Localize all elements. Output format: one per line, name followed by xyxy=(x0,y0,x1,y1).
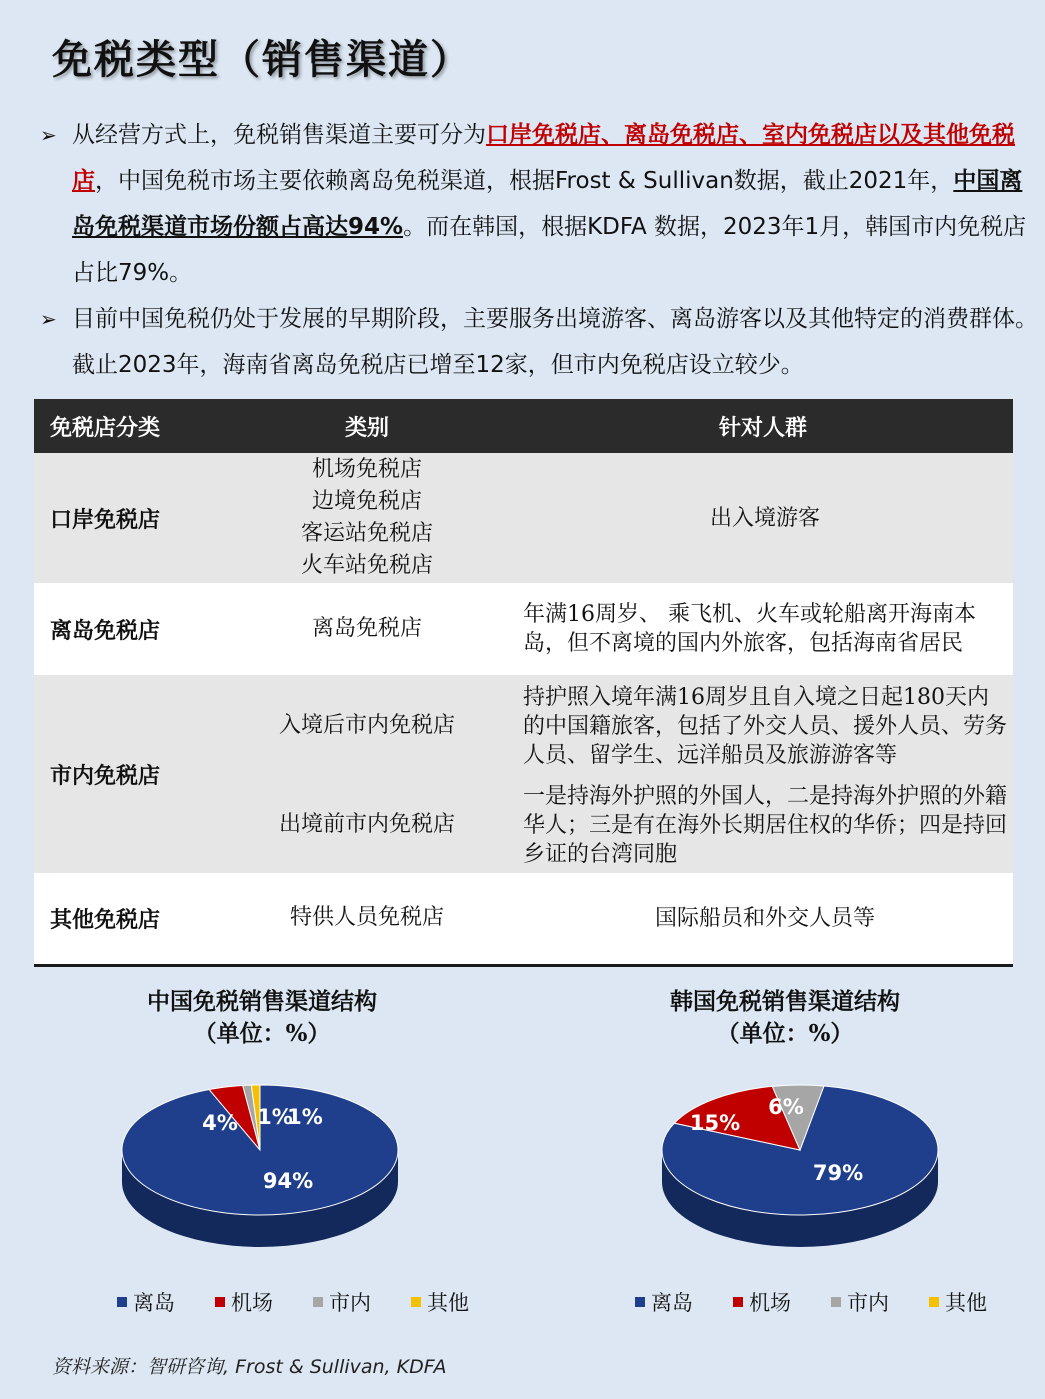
row-target: 年满16周岁、 乘飞机、火车或轮船离开海南本岛，但不离境的国内外旅客，包括海南省居民 xyxy=(513,583,1013,675)
row-target: 出入境游客 xyxy=(513,453,1013,583)
bullet-list xyxy=(40,112,1040,388)
legend-swatch xyxy=(215,1297,225,1307)
table-header-target: 针对人群 xyxy=(513,399,1013,453)
bullet-1-text-a: 从经营方式上，免税销售渠道主要可分为 xyxy=(72,122,486,148)
table-row xyxy=(34,675,1013,777)
row-types xyxy=(221,453,513,583)
korea-pie-chart xyxy=(620,1060,960,1260)
china-chart-subtitle: （单位：%） xyxy=(193,1020,331,1047)
table-header-category: 免税店分类 xyxy=(34,399,221,453)
legend-swatch xyxy=(929,1297,939,1307)
type-item: 机场免税店 xyxy=(311,457,422,482)
row-target: 持护照入境年满16周岁且自入境之日起180天内的中国籍旅客，包括了外交人员、援外人员、劳务人员、留学生、远洋船员及旅游游客等 xyxy=(513,675,1013,777)
legend-item xyxy=(313,1287,411,1317)
legend-label: 机场 xyxy=(749,1291,791,1315)
china-pie-chart xyxy=(100,1060,440,1260)
type-item: 火车站免税店 xyxy=(300,553,433,578)
legend-label: 其他 xyxy=(945,1291,987,1315)
legend-item xyxy=(215,1287,313,1317)
bullet-2 xyxy=(40,296,1040,388)
page-title: 免税类型（销售渠道） xyxy=(52,37,472,83)
row-category: 口岸免税店 xyxy=(34,453,221,583)
table-header-type: 类别 xyxy=(221,399,513,453)
duty-free-table xyxy=(34,399,1013,967)
table-row xyxy=(34,873,1013,965)
legend-swatch xyxy=(313,1297,323,1307)
pie-data-label: 15% xyxy=(689,1111,741,1135)
row-target: 国际船员和外交人员等 xyxy=(513,873,1013,965)
row-target: 一是持海外护照的外国人，二是持海外护照的外籍华人；三是有在海外长期居住权的华侨；四是持回乡证的台湾同胞 xyxy=(513,777,1013,873)
legend-swatch xyxy=(733,1297,743,1307)
legend-item xyxy=(411,1287,509,1317)
legend-label: 离岛 xyxy=(651,1291,693,1315)
table-row xyxy=(34,583,1013,675)
korea-chart-title xyxy=(635,986,935,1050)
row-types: 入境后市内免税店 xyxy=(221,675,513,777)
korea-chart-subtitle: （单位：%） xyxy=(716,1020,854,1047)
table-row xyxy=(34,453,1013,583)
legend-swatch xyxy=(411,1297,421,1307)
legend-item xyxy=(929,1287,1027,1317)
row-category: 离岛免税店 xyxy=(34,583,221,675)
china-chart-title-text: 中国免税销售渠道结构 xyxy=(147,988,377,1015)
bullet-1-bold: 中国离岛免税渠道市场份额占高达94% xyxy=(72,168,1023,240)
legend-label: 离岛 xyxy=(133,1291,175,1315)
china-chart-title xyxy=(112,986,412,1050)
legend-item xyxy=(733,1287,831,1317)
legend-swatch xyxy=(635,1297,645,1307)
pie-data-label: 79% xyxy=(812,1161,864,1185)
legend-item xyxy=(831,1287,929,1317)
type-item: 客运站免税店 xyxy=(300,521,433,546)
legend-label: 机场 xyxy=(231,1291,273,1315)
row-category: 市内免税店 xyxy=(34,675,221,873)
row-types: 出境前市内免税店 xyxy=(221,777,513,873)
legend-swatch xyxy=(117,1297,127,1307)
arrow-bullet-icon: ➢ xyxy=(40,123,57,147)
pie-data-label: 1% xyxy=(257,1105,293,1129)
legend-label: 其他 xyxy=(427,1291,469,1315)
legend-label: 市内 xyxy=(329,1291,371,1315)
legend-swatch xyxy=(831,1297,841,1307)
legend-item xyxy=(635,1287,733,1317)
pie-data-label: 6% xyxy=(768,1095,804,1119)
korea-chart-title-text: 韩国免税销售渠道结构 xyxy=(670,988,900,1015)
legend-item xyxy=(117,1287,215,1317)
source-note: 资料来源：智研咨询, Frost & Sullivan, KDFA xyxy=(52,1356,447,1378)
type-item: 边境免税店 xyxy=(311,489,422,514)
legend-label: 市内 xyxy=(847,1291,889,1315)
pie-data-label: 94% xyxy=(262,1169,314,1193)
bullet-1-text-c: 。而在韩国，根据KDFA 数据，2023年1月，韩国市内免税店占比79%。 xyxy=(72,214,1027,286)
bullet-1-highlight: 口岸免税店、离岛免税店、室内免税店以及其他免税店 xyxy=(72,122,1015,194)
china-chart-legend xyxy=(117,1287,509,1317)
korea-chart-legend xyxy=(635,1287,1027,1317)
arrow-bullet-icon: ➢ xyxy=(40,307,57,331)
pie-data-label: 4% xyxy=(202,1111,238,1135)
bullet-1-text-b: ，中国免税市场主要依赖离岛免税渠道，根据Frost & Sullivan数据，截止2021年， xyxy=(95,168,954,194)
row-types: 离岛免税店 xyxy=(221,583,513,675)
bullet-2-text: 目前中国免税仍处于发展的早期阶段，主要服务出境游客、离岛游客以及其他特定的消费群体。截止2023年，海南省离岛免税店已增至12家，但市内免税店设立较少。 xyxy=(72,306,1038,378)
row-types: 特供人员免税店 xyxy=(221,873,513,965)
bullet-1 xyxy=(40,112,1040,296)
pie-data-label: 1% xyxy=(287,1105,323,1129)
row-category: 其他免税店 xyxy=(34,873,221,965)
